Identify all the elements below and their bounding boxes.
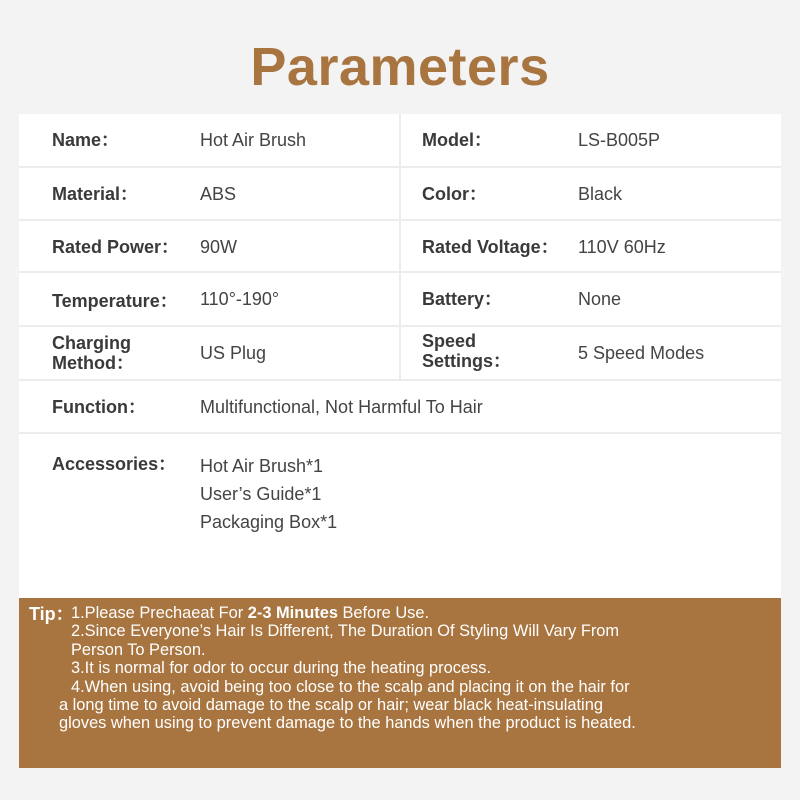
speed-settings-label-line2: Settings： [422, 351, 512, 371]
accessories-list [200, 452, 337, 536]
battery-value: None [578, 289, 622, 309]
charging-method-value: US Plug [200, 343, 267, 363]
tip-line-2b: Person To Person. [71, 640, 206, 659]
charging-method-label-line2: Method： [52, 353, 134, 373]
tip-line-3: 3.It is normal for odor to occur during the heating process. [71, 659, 492, 678]
tip-label: Tip： [29, 604, 74, 624]
material-label: Material： [52, 183, 139, 204]
tip-emphasis: 2-3 Minutes [247, 604, 338, 622]
parameters-table [19, 114, 781, 598]
model-label: Model： [422, 130, 492, 150]
battery-label: Battery： [422, 289, 503, 309]
speed-settings-label [422, 325, 511, 377]
function-value: Multifunctional, Not Harmful To Hair [200, 396, 483, 417]
material-value: ABS [200, 183, 237, 204]
tip-line-4c: gloves when using to prevent damage to the hands when the product is heated. [59, 714, 636, 733]
tip-line-4a: 4.When using, avoid being too close to the scalp and placing it on the hair for [71, 677, 630, 696]
function-label: Function： [52, 396, 146, 417]
tip-line-2a: 2.Since Everyone’s Hair Is Different, The Duration Of Styling Will Vary From [71, 622, 620, 641]
charging-method-label-line1: Charging [52, 333, 131, 353]
temperature-value: 110°-190° [200, 289, 280, 309]
temperature-label: Temperature： [52, 291, 178, 311]
rated-power-label: Rated Power： [52, 237, 180, 257]
page-title: Parameters [250, 37, 550, 97]
accessories-label: Accessories： [52, 454, 177, 474]
color-value: Black [578, 183, 623, 204]
name-value: Hot Air Brush [200, 130, 307, 150]
accessory-item: User’s Guide*1 [200, 484, 322, 504]
color-label: Color： [422, 183, 487, 204]
charging-method-label [52, 327, 134, 379]
divider [19, 432, 781, 434]
rated-power-value: 90W [200, 237, 238, 257]
column-divider [399, 114, 401, 379]
rated-voltage-label: Rated Voltage： [422, 237, 559, 257]
speed-settings-value: 5 Speed Modes [578, 343, 705, 363]
rated-voltage-value: 110V 60Hz [578, 237, 666, 257]
tip-line-4b: a long time to avoid damage to the scalp or hair; wear black heat-insulating [59, 696, 603, 715]
tip-box [19, 598, 781, 768]
accessory-item: Packaging Box*1 [200, 512, 338, 532]
name-label: Name： [52, 130, 120, 150]
model-value: LS-B005P [578, 130, 661, 150]
accessory-item: Hot Air Brush*1 [200, 456, 324, 476]
tip-text [59, 604, 771, 733]
tip-line-1: 1.Please Prechaeat For 2-3 Minutes Before Use. [71, 604, 430, 622]
speed-settings-label-line1: Speed [422, 331, 477, 351]
